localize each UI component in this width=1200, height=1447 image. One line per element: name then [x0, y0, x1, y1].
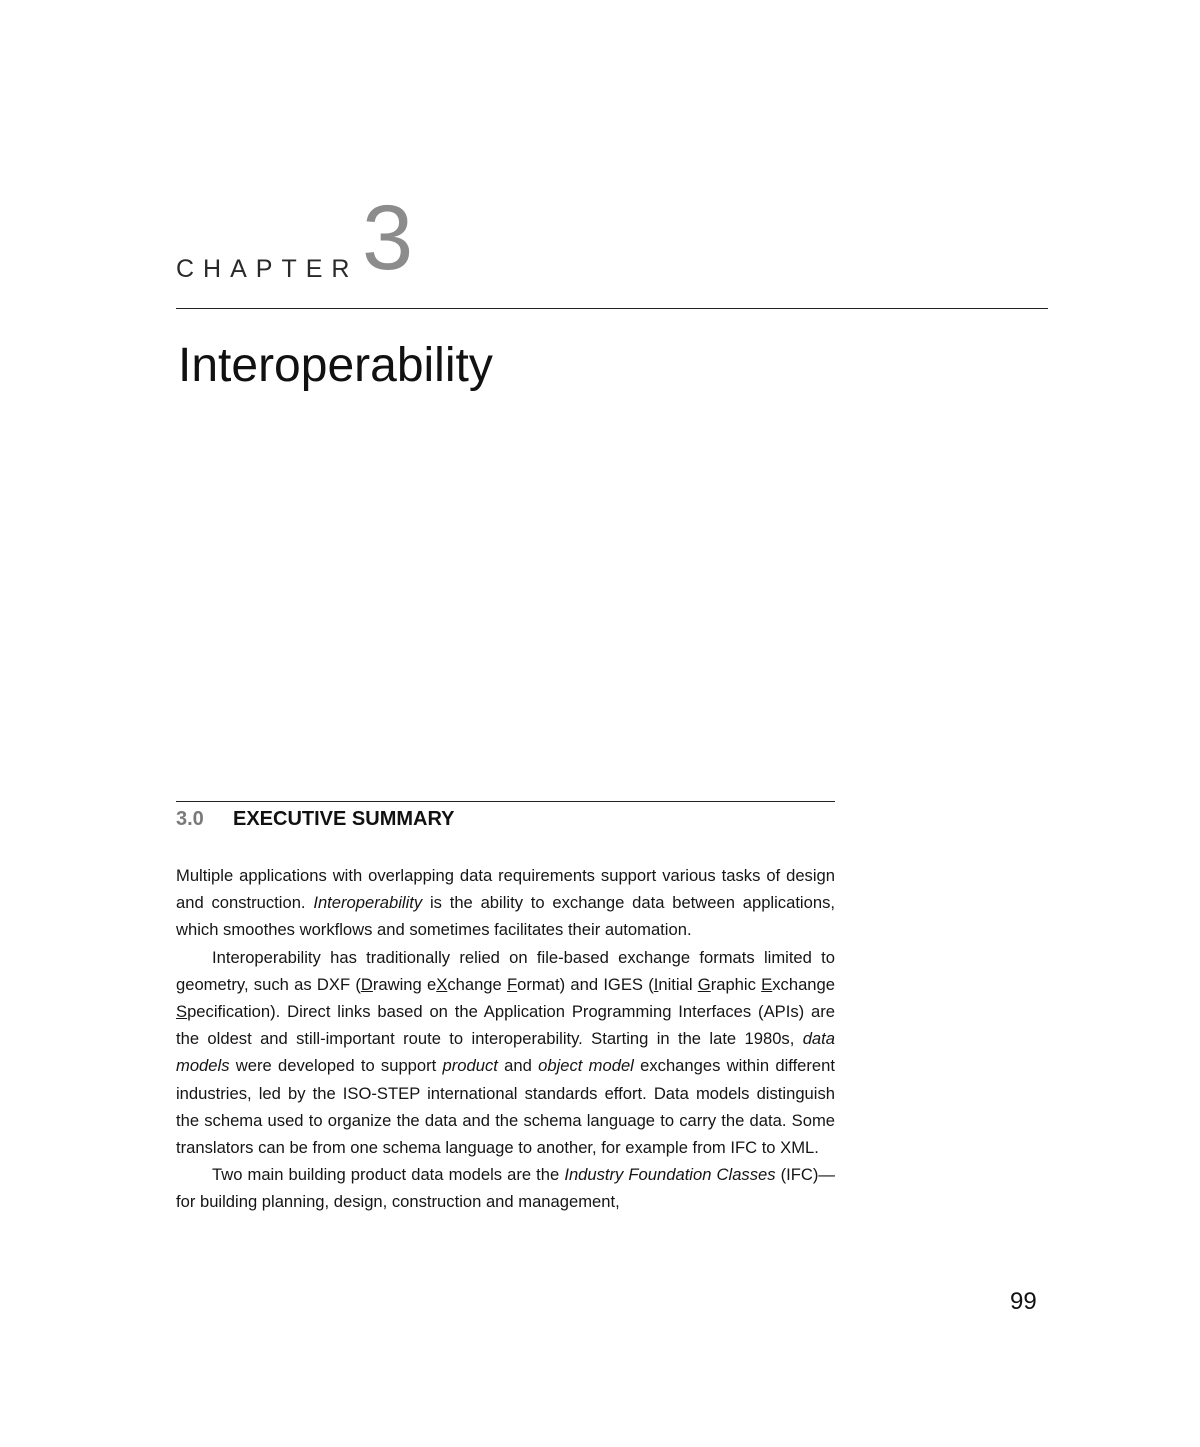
- emphasized-term: Interoperability: [313, 893, 423, 913]
- section-heading: [176, 808, 835, 831]
- chapter-rule: [176, 308, 1048, 309]
- paragraph: [176, 1161, 835, 1215]
- text-run: Interoperability has traditionally relied on file-based exchange formats limited to geometry, such as DXF (: [176, 947, 835, 994]
- emphasized-term: product: [442, 1056, 498, 1076]
- section-header: [176, 801, 835, 831]
- chapter-label: CHAPTER: [176, 255, 359, 283]
- emphasized-term: object model: [538, 1056, 634, 1076]
- page-number: 99: [1010, 1288, 1037, 1315]
- body-text: [176, 862, 835, 1216]
- underlined-letter: F: [507, 974, 518, 994]
- text-run: xchange: [772, 974, 835, 994]
- text-run: nitial: [658, 974, 698, 994]
- chapter-title: Interoperability: [178, 339, 493, 392]
- text-run: (IFC)—for building planning, design, construction and management,: [176, 1165, 835, 1212]
- text-run: ormat) and IGES (: [517, 974, 654, 994]
- text-run: and: [497, 1056, 539, 1076]
- text-run: pecification). Direct links based on the Application Programming Interfaces (APIs) are the oldest and still-important route to interoperability. Starting in the late 1980s,: [176, 1002, 835, 1049]
- text-run: change: [447, 974, 508, 994]
- underlined-letter: S: [176, 1002, 188, 1022]
- section-number: 3.0: [176, 808, 204, 830]
- text-run: exchanges within different industries, led by the ISO-STEP international standards effort. Data models distinguish the schema used to organize the data and the schema language to carry the data. Some translators can be from one schema language to another, for example from IFC to XML.: [176, 1056, 835, 1158]
- text-run: Multiple applications with overlapping data requirements support various tasks of design and construction.: [176, 866, 835, 913]
- paragraph: [176, 862, 835, 944]
- text-run: raphic: [710, 974, 762, 994]
- underlined-letter: G: [697, 974, 711, 994]
- emphasized-term: Industry Foundation Classes: [564, 1165, 776, 1185]
- emphasized-term: data models: [176, 1029, 835, 1076]
- text-run: rawing e: [372, 974, 437, 994]
- chapter-number: 3: [362, 187, 414, 289]
- text-run: were developed to support: [229, 1056, 443, 1076]
- underlined-letter: X: [436, 974, 448, 994]
- section-title: EXECUTIVE SUMMARY: [233, 808, 455, 830]
- paragraph: [176, 944, 835, 1162]
- text-run: Two main building product data models are the: [212, 1165, 565, 1185]
- section-rule: [176, 801, 835, 802]
- underlined-letter: E: [761, 974, 773, 994]
- text-run: is the ability to exchange data between applications, which smoothes workflows and sometimes facilitates their automation.: [176, 893, 835, 940]
- underlined-letter: I: [653, 974, 659, 994]
- underlined-letter: D: [360, 974, 373, 994]
